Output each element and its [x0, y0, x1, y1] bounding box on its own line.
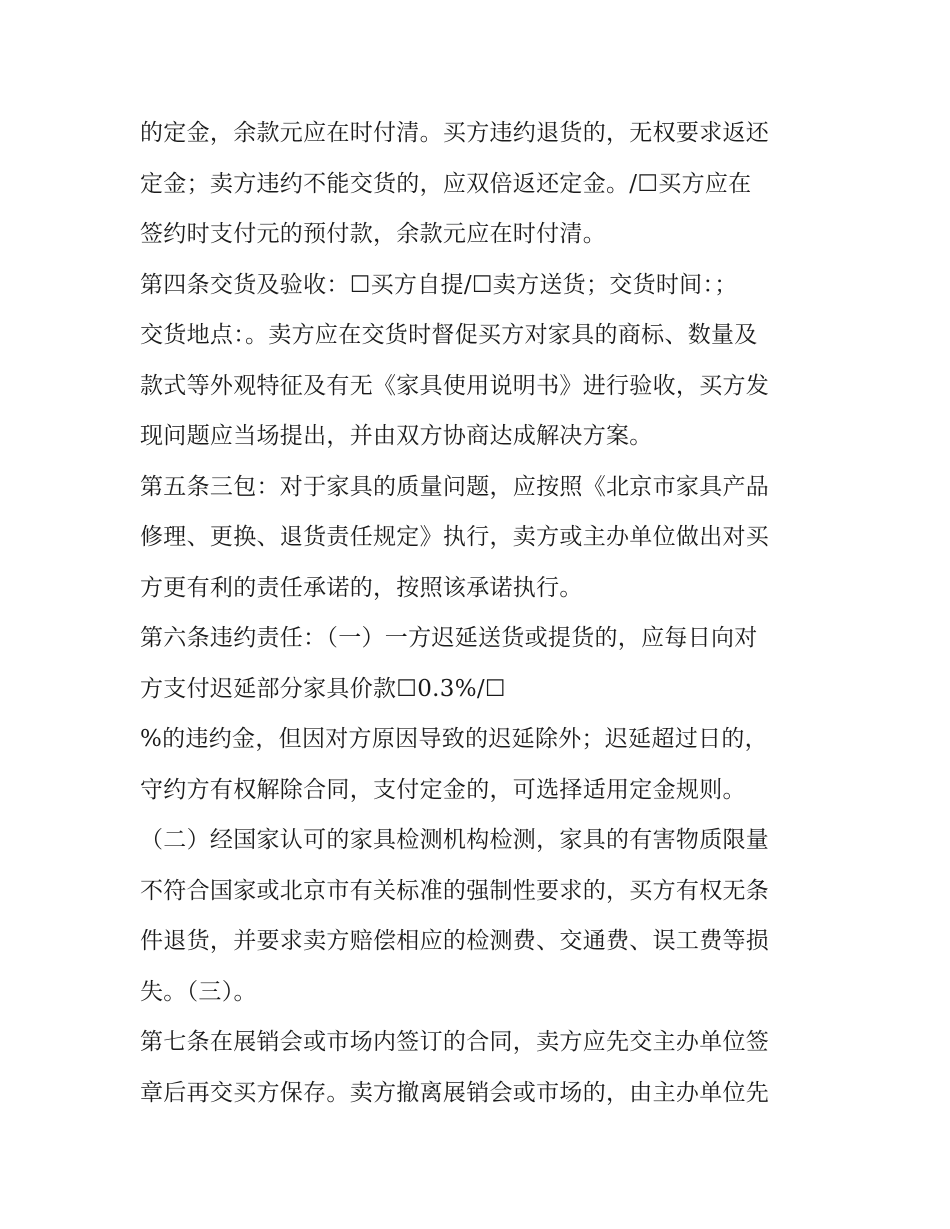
text-line: 守约方有权解除合同，支付定金的，可选择适用定金规则。 — [140, 776, 746, 803]
text-line: 签约时支付元的预付款，余款元应在时付清。 — [140, 221, 606, 247]
text-line: （二）经国家认可的家具检测机构检测，家具的有害物质限量 — [140, 827, 770, 853]
text-line: 第七条在展销会或市场内签订的合同，卖方应先交主办单位签 — [140, 1029, 770, 1055]
text-line: 第六条违约责任：（一）一方迟延送货或提货的，应每日向对 — [140, 625, 758, 651]
text-line: 方支付迟延部分家具价款☐0.3%/☐ — [140, 675, 506, 702]
text-line: 定金；卖方违约不能交货的，应双倍返还定金。/☐买方应在 — [140, 170, 752, 197]
text-line: 章后再交买方保存。卖方撤离展销会或市场的，由主办单位先 — [140, 1079, 770, 1106]
text-line: 件退货，并要求卖方赔偿相应的检测费、交通费、误工费等损 — [140, 928, 770, 954]
text-line: 修理、更换、退货责任规定》执行，卖方或主办单位做出对买 — [140, 524, 770, 550]
text-line: 不符合国家或北京市有关标准的强制性要求的，买方有权无条 — [140, 877, 770, 904]
text-line: 的定金，余款元应在时付清。买方违约退货的，无权要求返还 — [140, 120, 770, 146]
text-line: 现问题应当场提出，并由双方协商达成解决方案。 — [140, 423, 653, 449]
text-line: 交货地点：。卖方应在交货时督促买方对家具的商标、数量及 — [140, 322, 758, 348]
text-line: %的违约金，但因对方原因导致的迟延除外；迟延超过日的， — [140, 726, 768, 752]
text-line: 失。（三）。 — [140, 978, 257, 1005]
text-line: 方更有利的责任承诺的，按照该承诺执行。 — [140, 574, 583, 601]
contract-text-body — [140, 108, 820, 1118]
text-line: 款式等外观特征及有无《家具使用说明书》进行验收，买方发 — [140, 372, 770, 399]
text-line: 第四条交货及验收：☐买方自提/☐卖方送货；交货时间：； — [140, 271, 738, 298]
text-line: 第五条三包：对于家具的质量问题，应按照《北京市家具产品 — [140, 473, 770, 500]
